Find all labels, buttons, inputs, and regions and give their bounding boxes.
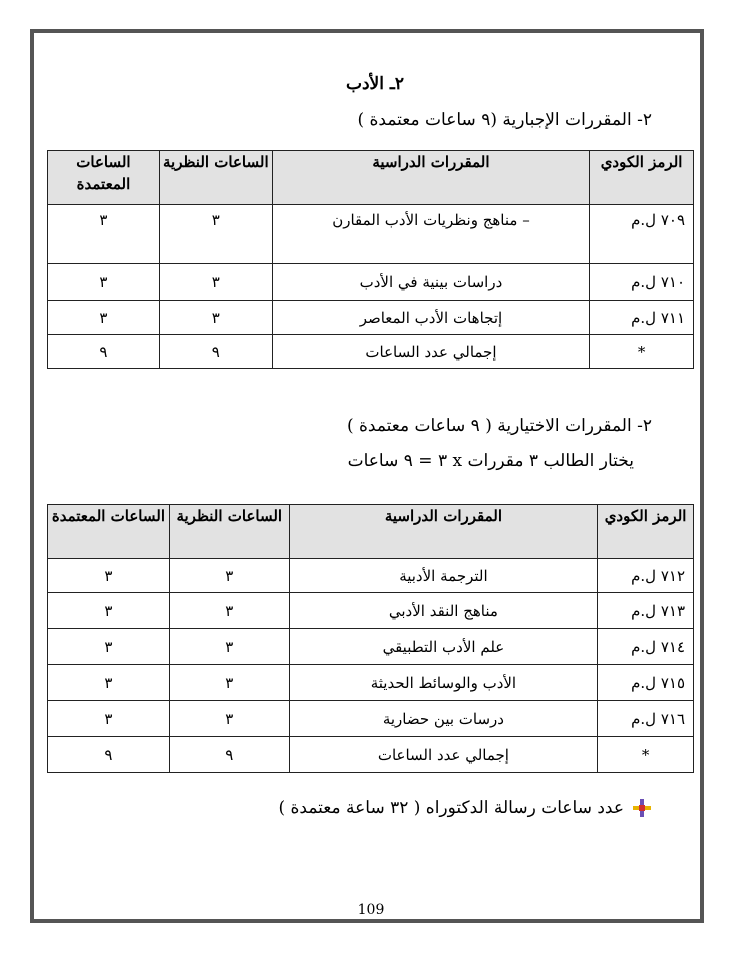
course-name: الترجمة الأدبية (289, 559, 597, 593)
credit-hours: ٣ (48, 559, 170, 593)
credit-hours: ٣ (48, 301, 160, 335)
theory-hours: ٩ (169, 737, 289, 773)
elective-courses-table (47, 504, 694, 773)
dissertation-note (278, 798, 652, 818)
theory-hours: ٣ (159, 301, 272, 335)
course-code: ٧١٠ ل.م (590, 264, 694, 301)
theory-hours: ٣ (169, 701, 289, 737)
section-title: ٢ـ الأدب (345, 74, 404, 94)
elective-heading: ٢- المقررات الاختيارية ( ٩ ساعات معتمدة ) (346, 416, 652, 436)
elective-rule: يختار الطالب ٣ مقررات x ٣ = ٩ ساعات (347, 451, 634, 471)
header-credit: الساعات المعتمدة (48, 151, 160, 205)
credit-hours: ٩ (48, 737, 170, 773)
table-row (48, 264, 694, 301)
header-course: المقررات الدراسية (289, 505, 597, 559)
credit-hours: ٣ (48, 593, 170, 629)
theory-hours: ٩ (159, 335, 272, 369)
course-code: ٧٠٩ ل.م (590, 205, 694, 264)
header-theory: الساعات النظرية (169, 505, 289, 559)
course-name: إتجاهات الأدب المعاصر (272, 301, 589, 335)
course-name: درسات بين حضارية (289, 701, 597, 737)
theory-hours: ٣ (169, 629, 289, 665)
table-row (48, 205, 694, 264)
table-row (48, 629, 694, 665)
table-row (48, 559, 694, 593)
course-name: إجمالي عدد الساعات (272, 335, 589, 369)
theory-hours: ٣ (169, 559, 289, 593)
credit-hours: ٣ (48, 701, 170, 737)
header-course: المقررات الدراسية (272, 151, 589, 205)
course-code: ٧١٢ ل.م (598, 559, 694, 593)
course-code: * (598, 737, 694, 773)
credit-hours: ٩ (48, 335, 160, 369)
table-total-row (48, 737, 694, 773)
header-theory: الساعات النظرية (159, 151, 272, 205)
header-credit: الساعات المعتمدة (48, 505, 170, 559)
course-name: إجمالي عدد الساعات (289, 737, 597, 773)
credit-hours: ٣ (48, 629, 170, 665)
course-name: علم الأدب التطبيقي (289, 629, 597, 665)
course-name: الأدب والوسائط الحديثة (289, 665, 597, 701)
compulsory-courses-table (47, 150, 694, 369)
theory-hours: ٣ (169, 665, 289, 701)
compulsory-heading: ٢- المقررات الإجبارية (٩ ساعات معتمدة ) (357, 110, 652, 130)
course-code: ٧١٦ ل.م (598, 701, 694, 737)
theory-hours: ٣ (159, 205, 272, 264)
header-code: الرمز الكودي (590, 151, 694, 205)
course-name: – مناهج ونظريات الأدب المقارن (272, 205, 589, 264)
table-row (48, 701, 694, 737)
table-header-row (48, 505, 694, 559)
course-code: ٧١٣ ل.م (598, 593, 694, 629)
table-row (48, 593, 694, 629)
page-number: 109 (357, 902, 385, 918)
course-name: مناهج النقد الأدبي (289, 593, 597, 629)
theory-hours: ٣ (169, 593, 289, 629)
course-name: دراسات بينية في الأدب (272, 264, 589, 301)
table-row (48, 665, 694, 701)
course-code: ٧١٤ ل.م (598, 629, 694, 665)
credit-hours: ٣ (48, 205, 160, 264)
course-code: ٧١١ ل.م (590, 301, 694, 335)
theory-hours: ٣ (159, 264, 272, 301)
table-row (48, 301, 694, 335)
credit-hours: ٣ (48, 264, 160, 301)
course-code: ٧١٥ ل.م (598, 665, 694, 701)
table-total-row (48, 335, 694, 369)
course-code: * (590, 335, 694, 369)
table-header-row (48, 151, 694, 205)
credit-hours: ٣ (48, 665, 170, 701)
header-code: الرمز الكودي (598, 505, 694, 559)
plus-bullet-icon (632, 798, 652, 818)
dissertation-note-text: عدد ساعات رسالة الدكتوراه ( ٣٢ ساعة معتمدة ) (278, 798, 624, 818)
